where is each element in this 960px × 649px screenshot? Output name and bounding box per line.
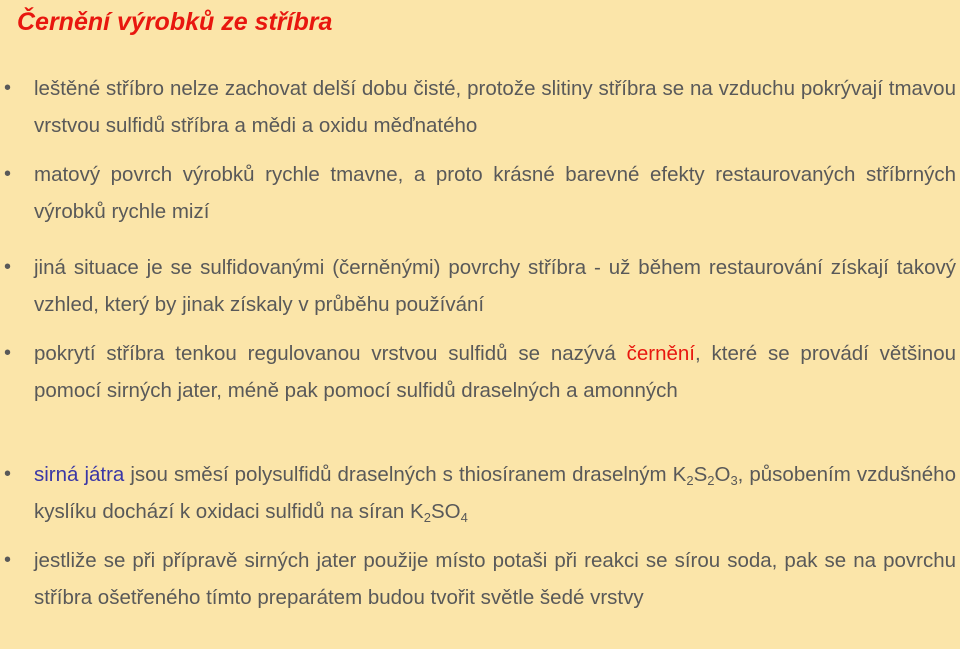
subscript: 2: [686, 473, 694, 488]
bullet-text-after: , které se provádí většinou pomocí sirných jater, méně pak pomocí sulfidů draselných a amonných: [34, 342, 957, 402]
bullet-text-before: pokrytí stříbra tenkou regulovanou vrstvou sulfidů se nazývá: [34, 342, 627, 365]
bullet-text: matový povrch výrobků rychle tmavne, a proto krásné barevné efekty restaurovaných stříbrných výrobků rychle mizí: [34, 163, 956, 223]
highlight-sirna-jatra: sirná játra: [34, 463, 125, 486]
bullet-item-4: [34, 335, 956, 409]
bullet-item-2: [34, 156, 956, 230]
bullet-text: leštěné stříbro nelze zachovat delší dobu čisté, protože slitiny stříbra se na vzduchu pokrývají tmavou vrstvou sulfidů stříbra a mědi a oxidu měďnatého: [34, 77, 956, 137]
bullet-text-e: SO: [430, 500, 461, 523]
bullet-text-d: , působením vzdušného kyslíku dochází k oxidaci sulfidů na síran K: [34, 463, 956, 523]
highlight-cerneni: černění: [626, 342, 696, 365]
bullet-text-a: jsou směsí polysulfidů draselných s thiosíranem draselným K: [124, 463, 687, 486]
subscript: 3: [730, 473, 738, 488]
bullet-text-b: S: [693, 463, 708, 486]
bullet-text-c: O: [714, 463, 731, 486]
subscript: 4: [460, 510, 468, 525]
bullet-item-6: [34, 542, 956, 616]
bullet-text: jestliže se při přípravě sirných jater použije místo potaši při reakci se sírou soda, pak se na povrchu stříbra ošetřeného tímto preparátem budou tvořit světle šedé vrstvy: [34, 549, 956, 609]
bullet-item-1: [34, 70, 956, 144]
subscript: 2: [423, 510, 431, 525]
bullet-text: jiná situace je se sulfidovanými (černěnými) povrchy stříbra - už během restaurování získají takový vzhled, který by jinak získaly v průběhu používání: [34, 256, 956, 316]
subscript: 2: [707, 473, 715, 488]
bullet-item-3: [34, 249, 956, 323]
slide-title: Černění výrobků ze stříbra: [17, 8, 333, 36]
bullet-item-5: [34, 456, 956, 530]
